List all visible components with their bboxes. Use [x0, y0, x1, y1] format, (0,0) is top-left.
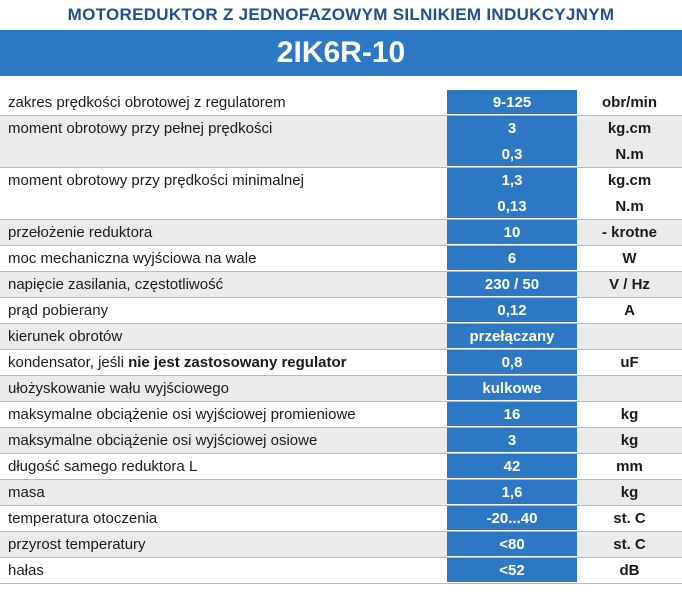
spec-row	[0, 246, 682, 272]
spec-unit: mm	[616, 458, 643, 475]
spec-row	[0, 428, 682, 454]
spec-value: 0,3	[501, 146, 523, 163]
spec-unit: kg.cm	[607, 172, 652, 189]
spec-label-text: moment obrotowy przy prędkości minimalnej	[8, 172, 304, 189]
spec-unit: W	[622, 250, 637, 267]
spec-value: 0,8	[501, 354, 523, 371]
spec-label-text: ułożyskowanie wału wyjściowego	[8, 380, 229, 397]
spec-unit-cell	[577, 246, 682, 271]
spec-value-cell	[447, 428, 577, 453]
spec-value-cell	[447, 480, 577, 505]
spec-value: 230 / 50	[484, 276, 540, 293]
spec-unit: st. C	[613, 510, 646, 527]
spec-unit-cell	[577, 506, 682, 531]
spec-row	[0, 532, 682, 558]
spec-label	[8, 428, 317, 454]
spec-label	[8, 454, 197, 480]
spec-unit: kg.cm	[607, 120, 652, 137]
spec-value-cell	[447, 246, 577, 271]
spec-unit: obr/min	[602, 94, 657, 111]
spec-unit-cell	[577, 532, 682, 557]
spec-unit: kg	[620, 484, 639, 501]
spec-unit-cell	[577, 376, 682, 401]
spec-value: 0,13	[497, 198, 527, 215]
spec-label	[8, 272, 223, 298]
spec-label	[8, 246, 256, 272]
spec-value-cell	[447, 220, 577, 245]
spec-value-cell	[447, 272, 577, 297]
spec-label-text: kierunek obrotów	[8, 328, 123, 345]
spec-value-cell	[447, 116, 577, 167]
spec-label-text: maksymalne obciążenie osi wyjściowej osiowe	[8, 432, 318, 449]
spec-value-cell	[447, 298, 577, 323]
spec-row	[0, 376, 682, 402]
spec-value-cell	[447, 376, 577, 401]
spec-value-cell	[447, 402, 577, 427]
spec-row	[0, 480, 682, 506]
spec-unit	[577, 324, 682, 350]
spec-unit: kg	[620, 432, 639, 449]
spec-value-cell	[447, 350, 577, 375]
spec-unit: - krotne	[601, 224, 657, 241]
spec-value: 3	[507, 432, 517, 449]
spec-value: 1,6	[501, 484, 523, 501]
spec-value: 42	[503, 458, 521, 475]
spec-label-text: moment obrotowy przy pełnej prędkości	[8, 120, 273, 137]
spec-label	[8, 506, 157, 532]
spec-unit-cell	[577, 298, 682, 323]
spec-value-cell	[447, 90, 577, 115]
spec-value: kulkowe	[482, 380, 542, 397]
spec-unit-cell	[577, 558, 682, 583]
spec-row	[0, 220, 682, 246]
spec-unit-cell	[577, 324, 682, 349]
spec-label	[8, 90, 286, 116]
spec-label-text: maksymalne obciążenie osi wyjściowej promieniowe	[8, 406, 356, 423]
spec-unit-cell	[577, 454, 682, 479]
spec-table	[0, 90, 682, 584]
spec-unit: A	[624, 302, 635, 319]
spec-label-text: moc mechaniczna wyjściowa na wale	[8, 250, 257, 267]
spec-value-cell	[447, 558, 577, 583]
spec-value: -20...40	[486, 510, 538, 527]
spec-label-text: temperatura otoczenia	[8, 510, 158, 527]
spec-label-text: długość samego reduktora L	[8, 458, 198, 475]
spec-unit: N.m	[615, 198, 644, 215]
spec-value-cell	[447, 454, 577, 479]
spec-value-cell	[447, 532, 577, 557]
spec-unit-cell	[577, 272, 682, 297]
spec-value: 6	[507, 250, 517, 267]
spec-label	[8, 350, 346, 376]
spec-label-text: hałas	[8, 562, 44, 579]
spec-row	[0, 558, 682, 584]
spec-row	[0, 90, 682, 116]
spec-value: <80	[499, 536, 525, 553]
spec-value: przełączany	[469, 328, 555, 345]
spec-label	[8, 220, 152, 246]
spec-unit-cell	[577, 116, 682, 167]
spec-row	[0, 298, 682, 324]
spec-value: <52	[499, 562, 525, 579]
spec-row	[0, 272, 682, 298]
spec-label-text: przełożenie reduktora	[8, 224, 153, 241]
spec-label	[8, 558, 44, 584]
spec-row	[0, 454, 682, 480]
spec-label-text: kondensator, jeśli	[8, 354, 129, 371]
spec-unit: uF	[620, 354, 639, 371]
spec-unit-cell	[577, 220, 682, 245]
spec-unit-cell	[577, 428, 682, 453]
spec-unit: dB	[619, 562, 640, 579]
model-name: 2IK6R-10	[0, 30, 682, 76]
spec-unit: st. C	[613, 536, 646, 553]
spec-value: 9-125	[492, 94, 532, 111]
spec-row	[0, 402, 682, 428]
spec-unit-cell	[577, 402, 682, 427]
spec-label-text: masa	[8, 484, 45, 501]
spec-label	[8, 376, 229, 402]
spec-label-text: prąd pobierany	[8, 302, 109, 319]
spec-label	[8, 324, 122, 350]
document-title: MOTOREDUKTOR Z JEDNOFAZOWYM SILNIKIEM INDUKCYJNYM	[0, 0, 682, 30]
spec-row	[0, 324, 682, 350]
spec-value-cell	[447, 506, 577, 531]
spec-unit-cell	[577, 90, 682, 115]
spec-label	[8, 480, 45, 506]
spec-unit-cell	[577, 350, 682, 375]
spec-value: 3	[507, 120, 517, 137]
spec-label	[8, 532, 146, 558]
spec-unit	[577, 376, 682, 402]
spec-value: 10	[503, 224, 521, 241]
spec-label	[8, 168, 304, 194]
spec-row	[0, 350, 682, 376]
spec-row	[0, 116, 682, 168]
spec-value-cell	[447, 324, 577, 349]
spec-value: 1,3	[501, 172, 523, 189]
spec-unit: N.m	[615, 146, 644, 163]
spec-unit-cell	[577, 168, 682, 219]
spec-unit-cell	[577, 480, 682, 505]
spec-row	[0, 168, 682, 220]
spec-label-text: napięcie zasilania, częstotliwość	[8, 276, 224, 293]
spec-label	[8, 298, 108, 324]
spec-label-bold-text: nie jest zastosowany regulator	[128, 354, 347, 371]
spec-label	[8, 402, 356, 428]
spec-value-cell	[447, 168, 577, 219]
spec-unit: V / Hz	[609, 276, 650, 293]
spec-label	[8, 116, 272, 142]
spec-unit: kg	[620, 406, 639, 423]
spec-label-text: przyrost temperatury	[8, 536, 146, 553]
spec-row	[0, 506, 682, 532]
spec-label-text: zakres prędkości obrotowej z regulatorem	[8, 94, 286, 111]
spec-value: 16	[503, 406, 521, 423]
spec-value: 0,12	[497, 302, 527, 319]
